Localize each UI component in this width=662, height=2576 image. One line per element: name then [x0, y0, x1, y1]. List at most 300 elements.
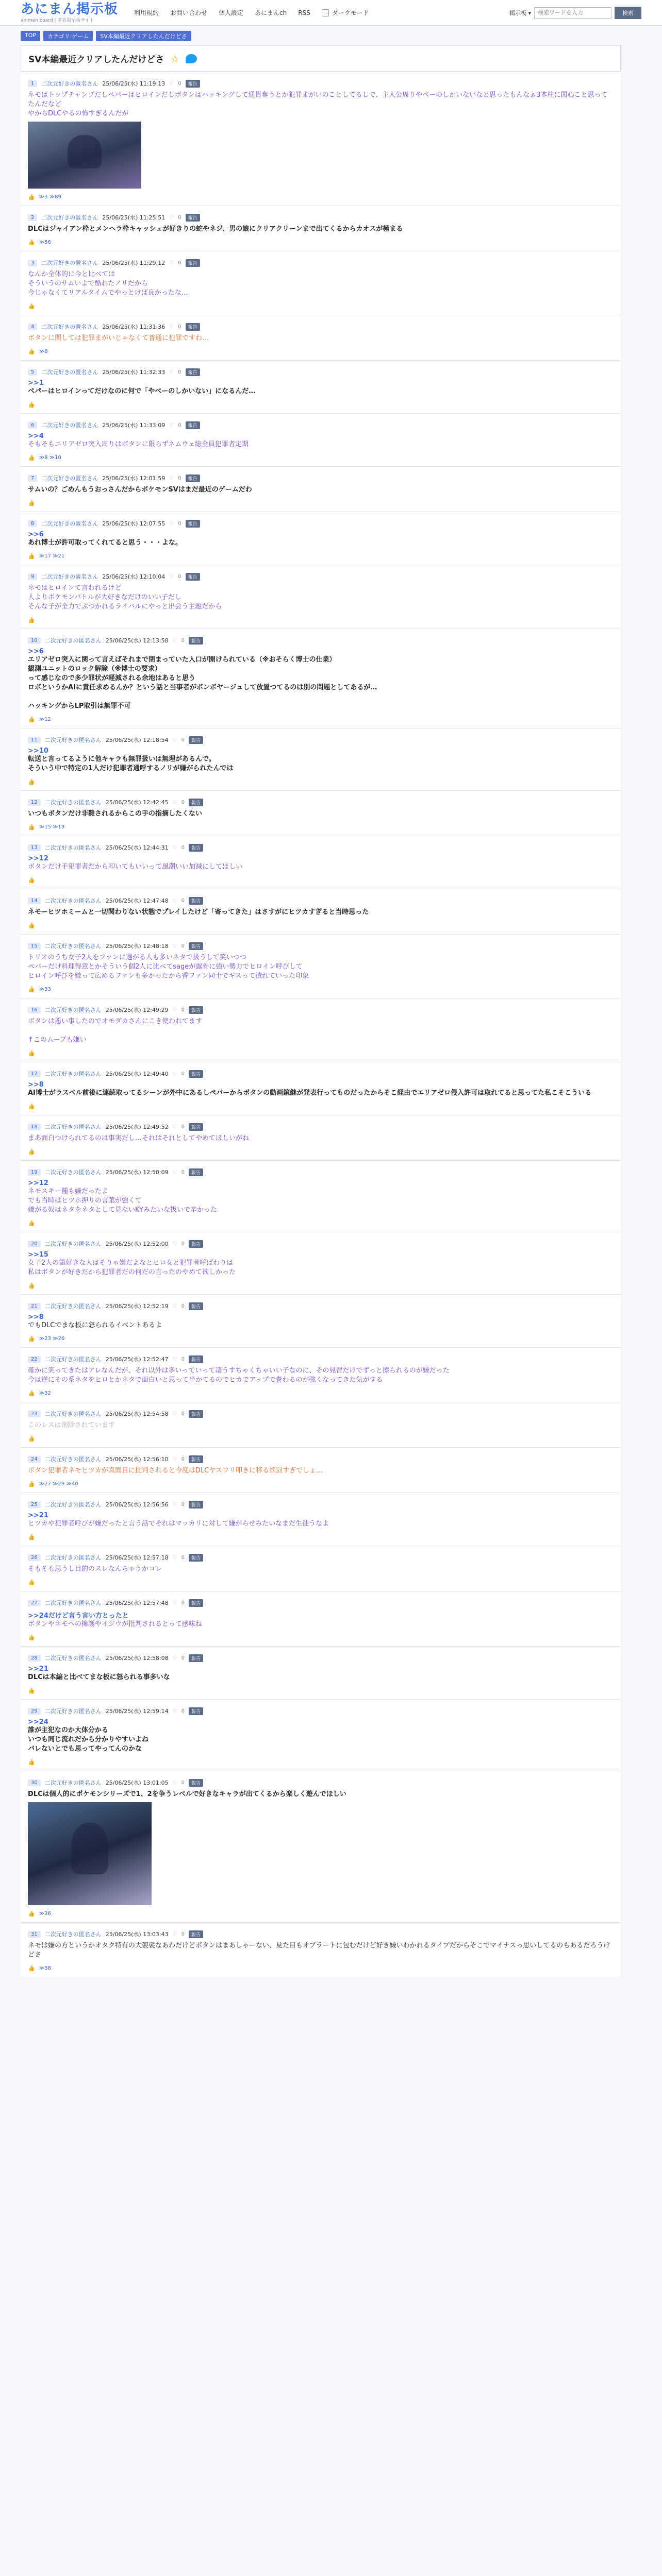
- like-heart-icon[interactable]: ♡: [169, 422, 174, 428]
- thumbs-up-icon[interactable]: 👍: [28, 824, 35, 831]
- post-body: ボタンは悪い事したのでオモダカさんにこき使われてます ↑このムーブも嫌い: [28, 1018, 203, 1044]
- report-button[interactable]: 報告: [186, 573, 200, 581]
- report-button[interactable]: 報告: [189, 1240, 203, 1248]
- report-button[interactable]: 報告: [186, 323, 200, 331]
- post-footer: [28, 716, 614, 723]
- reply-anchor[interactable]: >>21: [28, 1512, 48, 1519]
- report-button[interactable]: 報告: [186, 421, 200, 429]
- report-button[interactable]: 報告: [189, 1779, 203, 1787]
- post-date: 25/06/25(水) 12:49:29: [105, 1007, 169, 1013]
- search-button[interactable]: 検索: [615, 7, 641, 19]
- like-heart-icon[interactable]: ♡: [172, 1124, 177, 1130]
- like-count: 0: [178, 573, 181, 580]
- post-body: ボタン犯罪者ネモヒツカが真面目に批判されると今度はDLCヤスワリ叩きに移る悩罰すぎでしょ…: [28, 1467, 323, 1475]
- like-heart-icon[interactable]: ♡: [172, 1356, 177, 1362]
- thumbs-up-icon[interactable]: 👍: [28, 922, 35, 929]
- reply-links[interactable]: ≫33: [39, 987, 51, 992]
- post-body: サムいの？ごめんもうおっさんだからポケモンSVはまだ最近のゲームだわ: [28, 486, 252, 494]
- post-body: そもそも思うし目的のスレなんちゃうかコレ: [28, 1565, 162, 1573]
- reply-links[interactable]: ≫15 ≫19: [39, 824, 65, 830]
- logo-main-text: あにまん掲示板: [21, 2, 119, 17]
- poster-name: 二次元好きの匿名さん: [44, 1456, 102, 1463]
- post-date: 25/06/25(水) 12:57:18: [105, 1554, 169, 1561]
- post-number[interactable]: 3: [28, 260, 37, 266]
- post-footer: [28, 500, 614, 506]
- reply-anchor[interactable]: >>12: [28, 1179, 48, 1187]
- post-number[interactable]: 15: [28, 943, 41, 950]
- post-footer: [28, 1579, 614, 1586]
- reply-anchor[interactable]: >>21: [28, 1665, 48, 1673]
- report-button[interactable]: 報告: [189, 1006, 203, 1014]
- post-body: なんか全体的に今と比べては そういうのサムいよで酷れたノリだから 今じゃなくてリアルタイムでやっとけば良かったな…: [28, 270, 188, 297]
- like-heart-icon[interactable]: ♡: [172, 943, 177, 949]
- poster-name: 二次元好きの匿名さん: [44, 1600, 102, 1606]
- post-date: 25/06/25(水) 11:29:12: [102, 260, 166, 266]
- post-number[interactable]: 10: [28, 637, 41, 644]
- like-count: 0: [181, 1931, 185, 1937]
- report-button[interactable]: 報告: [186, 214, 200, 222]
- post-date: 25/06/25(水) 11:32:33: [102, 369, 166, 376]
- post-number[interactable]: 17: [28, 1071, 41, 1077]
- report-button[interactable]: 報告: [189, 1355, 203, 1363]
- like-heart-icon[interactable]: ♡: [172, 1007, 177, 1013]
- poster-name: 二次元好きの匿名さん: [44, 1303, 102, 1310]
- reply-anchor[interactable]: >>10: [28, 747, 48, 755]
- post-item: [21, 1591, 621, 1646]
- like-heart-icon[interactable]: ♡: [169, 520, 174, 527]
- post-footer: [28, 1759, 614, 1766]
- post-number[interactable]: 11: [28, 737, 41, 743]
- thumbs-up-icon[interactable]: 👍: [28, 1910, 35, 1917]
- post-footer: [28, 348, 614, 355]
- post-number[interactable]: 9: [28, 573, 37, 580]
- like-heart-icon[interactable]: ♡: [172, 1169, 177, 1175]
- thumbs-up-icon[interactable]: 👍: [28, 1335, 35, 1342]
- report-button[interactable]: 報告: [189, 1410, 203, 1418]
- post-body: エリアゼロ突入に関って言えばそれまで閉まっていた入口が開けられている（※おそらく博士の仕業） 観測ユニットのロック解除（※博士の要求） って感じなので多少罪状が軽減される余地はあると思う ロボというかAIに責任求めるんか？という話と当事者がボンボヤージュして放置つてるのは別の問題としてあるが… ハッキングからLP取引は無罪不可: [28, 656, 377, 710]
- like-heart-icon[interactable]: ♡: [169, 573, 174, 580]
- post-number[interactable]: 23: [28, 1411, 41, 1417]
- post-header: [28, 636, 614, 645]
- reply-links[interactable]: ≫36: [39, 1911, 51, 1917]
- post-body: ボタンやネモへの擁護やイジウが批判されるとって感味ね: [28, 1620, 202, 1628]
- site-logo[interactable]: [21, 2, 124, 23]
- report-button[interactable]: 報告: [189, 1554, 203, 1562]
- post-footer: [28, 1435, 614, 1442]
- reply-anchor[interactable]: >>8: [28, 1081, 44, 1089]
- post-number[interactable]: 31: [28, 1931, 41, 1938]
- thumbs-up-icon[interactable]: 👍: [28, 1220, 35, 1227]
- like-count: 0: [178, 324, 181, 330]
- thumbs-up-icon[interactable]: 👍: [28, 1965, 35, 1972]
- like-heart-icon[interactable]: ♡: [172, 1456, 177, 1462]
- post-item: [21, 1232, 621, 1294]
- thumbs-up-icon[interactable]: 👍: [28, 500, 35, 506]
- thumbs-up-icon[interactable]: 👍: [28, 239, 35, 246]
- post-body: 誰が主犯なのか大体分かる いつも同じ流れだから分かりやすいよね バレないとでも思ってやってんのかな: [28, 1726, 149, 1753]
- thumbs-up-icon[interactable]: 👍: [28, 1435, 35, 1442]
- post-item: [21, 251, 621, 315]
- like-heart-icon[interactable]: ♡: [169, 475, 174, 481]
- thumbs-up-icon[interactable]: 👍: [28, 1634, 35, 1641]
- report-button[interactable]: 報告: [189, 736, 203, 744]
- reply-anchor[interactable]: >>4: [28, 432, 44, 440]
- reply-links[interactable]: ≫8 ≫10: [39, 455, 61, 461]
- post-image[interactable]: [28, 122, 141, 189]
- like-count: 0: [181, 1124, 185, 1130]
- report-button[interactable]: 報告: [189, 637, 203, 645]
- like-heart-icon[interactable]: ♡: [172, 1780, 177, 1786]
- report-button[interactable]: 報告: [186, 259, 200, 267]
- post-number[interactable]: 22: [28, 1356, 41, 1363]
- post-header: [28, 79, 614, 88]
- post-body: ボタンだけ手犯罪者だから叩いてもいいって風潮いい加減にしてほしい: [28, 863, 243, 871]
- thumbs-up-icon[interactable]: 👍: [28, 1148, 35, 1155]
- like-heart-icon[interactable]: ♡: [172, 1501, 177, 1507]
- thumbs-up-icon[interactable]: 👍: [28, 1282, 35, 1289]
- thumbs-up-icon[interactable]: 👍: [28, 454, 35, 461]
- post-number[interactable]: 2: [28, 214, 37, 221]
- post-header: [28, 942, 614, 950]
- report-button[interactable]: 報告: [189, 1599, 203, 1607]
- post-number[interactable]: 18: [28, 1124, 41, 1130]
- report-button[interactable]: 報告: [189, 942, 203, 950]
- post-header: [28, 1553, 614, 1562]
- poster-name: 二次元好きの匿名さん: [44, 1071, 102, 1077]
- poster-name: 二次元好きの匿名さん: [41, 324, 98, 330]
- poster-name: 二次元好きの匿名さん: [44, 943, 102, 950]
- poster-name: 二次元好きの匿名さん: [44, 1007, 102, 1013]
- post-footer: [28, 303, 614, 310]
- post-item: [21, 889, 621, 934]
- poster-name: 二次元好きの匿名さん: [44, 1411, 102, 1417]
- post-body: 確かに笑ってきたはアレなんだが、それ以外は多いっていって凄うすちゃくちゃいい子なのに、その見習だけでずっと擦られるのが嫌だった 今は逆にその系ネタをヒロとかネタで面白いと思って半かてるのでヒカでアップで巻わるのが強くなってきた気がする: [28, 1367, 450, 1384]
- like-count: 0: [181, 1071, 185, 1077]
- reply-links[interactable]: ≫56: [39, 240, 51, 245]
- thumbs-up-icon[interactable]: 👍: [28, 1534, 35, 1540]
- post-date: 25/06/25(水) 12:52:00: [105, 1241, 169, 1247]
- poster-name: 二次元好きの匿名さん: [41, 369, 98, 376]
- reply-anchor[interactable]: >>6: [28, 531, 44, 538]
- like-heart-icon[interactable]: ♡: [169, 369, 174, 375]
- post-footer: [28, 1534, 614, 1540]
- reply-links[interactable]: ≫17 ≫21: [39, 553, 65, 559]
- post-item: [21, 512, 621, 565]
- post-body: そもそもエリアゼロ突入周りはボタンに限らずネムウェ総全員犯罪者定期: [28, 440, 249, 448]
- post-header: [28, 421, 614, 429]
- post-image[interactable]: [28, 1802, 152, 1905]
- thumbs-up-icon[interactable]: 👍: [28, 1759, 35, 1766]
- like-heart-icon[interactable]: ♡: [172, 637, 177, 643]
- post-item: [21, 1922, 621, 1977]
- report-button[interactable]: 報告: [189, 1123, 203, 1131]
- dark-mode-toggle[interactable]: [322, 8, 369, 17]
- post-date: 25/06/25(水) 12:58:08: [105, 1655, 169, 1662]
- like-count: 0: [178, 80, 181, 87]
- post-item: [21, 1493, 621, 1546]
- report-button[interactable]: 報告: [189, 1930, 203, 1938]
- thumbs-up-icon[interactable]: 👍: [28, 877, 35, 884]
- reply-links[interactable]: ≫38: [39, 1965, 51, 1971]
- like-count: 0: [178, 475, 181, 481]
- like-count: 0: [181, 1303, 185, 1309]
- post-header: [28, 843, 614, 852]
- post-number[interactable]: 25: [28, 1501, 41, 1508]
- report-button[interactable]: 報告: [189, 1168, 203, 1176]
- like-heart-icon[interactable]: ♡: [172, 1708, 177, 1714]
- thumbs-up-icon[interactable]: 👍: [28, 1579, 35, 1586]
- post-body: このレスは削除されています: [28, 1421, 115, 1429]
- reply-links[interactable]: ≫27 ≫29 ≫40: [39, 1481, 78, 1487]
- post-number[interactable]: 12: [28, 799, 41, 806]
- post-body: 転送と言ってるように他キャラも無罪扱いは無理があるんで。 そういう中で特定の1人だけ犯罪者通呼するノリが嫌がられたんでは: [28, 755, 234, 772]
- report-button[interactable]: 報告: [189, 1302, 203, 1310]
- post-date: 25/06/25(水) 12:10:04: [102, 573, 166, 580]
- post-body: ネモーヒツホミームと一切関わりない状態でプレイしたけど「寄ってきた」はさすがにヒツカすぎると当時思った: [28, 908, 369, 916]
- poster-name: 二次元好きの匿名さん: [41, 520, 98, 527]
- search-scope-select[interactable]: 掲示板 ▾: [509, 9, 531, 16]
- post-footer: [28, 194, 614, 200]
- post-number[interactable]: 26: [28, 1554, 41, 1561]
- like-count: 0: [181, 1501, 185, 1507]
- report-button[interactable]: 報告: [186, 80, 200, 88]
- report-button[interactable]: 報告: [186, 474, 200, 482]
- post-number[interactable]: 8: [28, 520, 37, 527]
- poster-name: 二次元好きの匿名さん: [41, 422, 98, 429]
- thumbs-up-icon[interactable]: 👍: [28, 617, 35, 623]
- like-heart-icon[interactable]: ♡: [172, 1931, 177, 1937]
- like-heart-icon[interactable]: ♡: [172, 844, 177, 851]
- poster-name: 二次元好きの匿名さん: [44, 897, 102, 904]
- thumbs-up-icon[interactable]: 👍: [28, 1687, 35, 1694]
- like-count: 0: [181, 1241, 185, 1247]
- like-heart-icon[interactable]: ♡: [172, 1071, 177, 1077]
- like-count: 0: [178, 520, 181, 527]
- breadcrumb-top[interactable]: TOP: [21, 31, 40, 41]
- post-body: ネモはトップチャンプだしペパーはヒロインだしボタンはハッキングして通貨奪うとか犯罪まがいのことしてるしで、主人公周りやべーのしかいないなと思ったもんなぁ3本柱に関心こと思ってたんだなど やからDLCやるの怖すぎるんだが: [28, 91, 608, 117]
- poster-name: 二次元好きの匿名さん: [44, 1708, 102, 1715]
- nav-rss[interactable]: RSS: [298, 9, 310, 16]
- reply-links[interactable]: ≫3 ≫89: [39, 194, 61, 200]
- like-heart-icon[interactable]: ♡: [172, 1554, 177, 1561]
- report-button[interactable]: 報告: [189, 1455, 203, 1463]
- post-item: [21, 1062, 621, 1115]
- post-number[interactable]: 4: [28, 324, 37, 330]
- post-footer: [28, 1220, 614, 1227]
- post-item: [21, 360, 621, 413]
- report-button[interactable]: 報告: [189, 844, 203, 852]
- like-count: 0: [178, 260, 181, 266]
- reply-anchor[interactable]: >>24: [28, 1718, 48, 1726]
- like-heart-icon[interactable]: ♡: [169, 260, 174, 266]
- twitter-share-icon[interactable]: [186, 54, 197, 63]
- post-footer: [28, 1282, 614, 1289]
- like-count: 0: [181, 1456, 185, 1462]
- like-count: 0: [178, 422, 181, 428]
- poster-name: 二次元好きの匿名さん: [44, 1655, 102, 1662]
- post-body: いつもボタンだけ非難されるからこの手の指摘したくない: [28, 810, 203, 818]
- post-item: [21, 565, 621, 629]
- post-header: [28, 1930, 614, 1938]
- thumbs-up-icon[interactable]: 👍: [28, 716, 35, 723]
- post-number[interactable]: 30: [28, 1780, 41, 1786]
- poster-name: 二次元好きの匿名さん: [44, 1124, 102, 1130]
- reply-anchor[interactable]: >>6: [28, 648, 44, 655]
- post-header: [28, 1778, 614, 1787]
- post-header: [28, 1500, 614, 1509]
- like-heart-icon[interactable]: ♡: [172, 1655, 177, 1661]
- report-button[interactable]: 報告: [189, 1654, 203, 1662]
- post-number[interactable]: 13: [28, 844, 41, 851]
- nav-animanch[interactable]: あにまんch: [255, 9, 287, 16]
- thumbs-up-icon[interactable]: 👍: [28, 553, 35, 560]
- post-footer: [28, 1481, 614, 1487]
- post-list: [0, 72, 662, 1977]
- like-heart-icon[interactable]: ♡: [169, 80, 174, 87]
- favorite-star-icon[interactable]: ☆: [170, 52, 180, 65]
- dark-mode-checkbox[interactable]: [322, 9, 329, 16]
- poster-name: 二次元好きの匿名さん: [41, 260, 98, 266]
- post-header: [28, 368, 614, 376]
- reply-links[interactable]: ≫32: [39, 1391, 51, 1396]
- thumbs-up-icon[interactable]: 👍: [28, 1481, 35, 1487]
- post-item: [21, 1347, 621, 1402]
- post-header: [28, 1654, 614, 1662]
- thumbs-up-icon[interactable]: 👍: [28, 401, 35, 408]
- post-date: 25/06/25(水) 12:01:59: [102, 475, 166, 482]
- post-footer: [28, 1050, 614, 1057]
- thumbs-up-icon[interactable]: 👍: [28, 1390, 35, 1397]
- post-number[interactable]: 21: [28, 1303, 41, 1310]
- like-count: 0: [181, 1554, 185, 1561]
- post-item: [21, 1699, 621, 1771]
- post-number[interactable]: 6: [28, 422, 37, 429]
- reply-links[interactable]: ≫8: [39, 349, 48, 354]
- search-area: [509, 7, 641, 19]
- reply-anchor[interactable]: >>1: [28, 379, 44, 387]
- thumbs-up-icon[interactable]: 👍: [28, 986, 35, 993]
- report-button[interactable]: 報告: [189, 897, 203, 905]
- post-date: 25/06/25(水) 12:13:58: [105, 637, 169, 644]
- reply-links[interactable]: ≫23 ≫26: [39, 1336, 65, 1342]
- thumbs-up-icon[interactable]: 👍: [28, 1103, 35, 1110]
- post-body: ネモスキー種も嫌だったよ でも当時はヒツホ押りの言葉が強くて 嫌がる奴はネタをネタとして見ないKYみたいな扱いで辛かった: [28, 1188, 218, 1214]
- reply-anchor[interactable]: >>8: [28, 1313, 44, 1321]
- post-header: [28, 896, 614, 905]
- thread-title-box: [21, 45, 621, 72]
- post-date: 25/06/25(水) 12:18:54: [105, 737, 169, 743]
- post-date: 25/06/25(水) 11:33:09: [102, 422, 166, 429]
- post-number[interactable]: 5: [28, 369, 37, 376]
- post-number[interactable]: 20: [28, 1241, 41, 1247]
- reply-anchor[interactable]: >>24だけど言う言い方とったと: [28, 1612, 129, 1620]
- post-item: [21, 1294, 621, 1347]
- post-item: [21, 466, 621, 512]
- poster-name: 二次元好きの匿名さん: [44, 844, 102, 851]
- reply-links[interactable]: ≫12: [39, 717, 51, 722]
- post-number[interactable]: 29: [28, 1708, 41, 1715]
- post-header: [28, 323, 614, 331]
- like-heart-icon[interactable]: ♡: [172, 1600, 177, 1606]
- like-heart-icon[interactable]: ♡: [172, 1241, 177, 1247]
- thumbs-up-icon[interactable]: 👍: [28, 778, 35, 785]
- reply-anchor[interactable]: >>15: [28, 1251, 48, 1259]
- reply-anchor[interactable]: >>12: [28, 855, 48, 862]
- report-button[interactable]: 報告: [189, 799, 203, 806]
- post-footer: [28, 824, 614, 831]
- post-header: [28, 1123, 614, 1131]
- nav-settings[interactable]: 個人設定: [219, 9, 244, 16]
- post-date: 25/06/25(水) 12:59:14: [105, 1708, 169, 1715]
- like-count: 0: [181, 897, 185, 904]
- post-item: [21, 790, 621, 836]
- post-body: ネモは嫌の方というかオタク特有の大袈裟なあわだけどボタンはまあしゃーない、見た目もオブラートに包むだけど好き嫌いわかれるタイプだからそこでマイナスっ思いしてるのもあるだろうけどさ: [28, 1942, 610, 1959]
- report-button[interactable]: 報告: [186, 368, 200, 376]
- thumbs-up-icon[interactable]: 👍: [28, 303, 35, 310]
- thumbs-up-icon[interactable]: 👍: [28, 1050, 35, 1057]
- post-footer: [28, 1103, 614, 1110]
- like-heart-icon[interactable]: ♡: [169, 324, 174, 330]
- like-count: 0: [178, 214, 181, 221]
- like-heart-icon[interactable]: ♡: [172, 897, 177, 904]
- post-number[interactable]: 1: [28, 80, 37, 87]
- report-button[interactable]: 報告: [189, 1070, 203, 1078]
- post-number[interactable]: 27: [28, 1600, 41, 1606]
- post-number[interactable]: 24: [28, 1456, 41, 1463]
- post-footer: [28, 401, 614, 408]
- post-footer: [28, 986, 614, 993]
- thumbs-up-icon[interactable]: 👍: [28, 348, 35, 355]
- nav-terms[interactable]: 利用規約: [134, 9, 159, 16]
- post-number[interactable]: 16: [28, 1007, 41, 1013]
- like-count: 0: [181, 943, 185, 949]
- search-input[interactable]: [534, 7, 611, 19]
- post-item: [21, 1546, 621, 1591]
- post-number[interactable]: 28: [28, 1655, 41, 1662]
- breadcrumb-thread[interactable]: SV本編最近クリアしたんだけどさ: [96, 31, 191, 41]
- nav-contact[interactable]: お問い合わせ: [170, 9, 208, 16]
- like-heart-icon[interactable]: ♡: [172, 799, 177, 805]
- post-number[interactable]: 19: [28, 1169, 41, 1176]
- thumbs-up-icon[interactable]: 👍: [28, 194, 35, 200]
- like-heart-icon[interactable]: ♡: [172, 1411, 177, 1417]
- post-number[interactable]: 7: [28, 475, 37, 482]
- like-heart-icon[interactable]: ♡: [172, 1303, 177, 1309]
- post-date: 25/06/25(水) 11:19:13: [102, 80, 166, 87]
- like-count: 0: [181, 1007, 185, 1013]
- thread-title: SV本編最近クリアしたんだけどさ: [28, 55, 164, 65]
- like-count: 0: [181, 1780, 185, 1786]
- report-button[interactable]: 報告: [189, 1707, 203, 1715]
- post-item: [21, 728, 621, 790]
- poster-name: 二次元好きの匿名さん: [41, 573, 98, 580]
- post-header: [28, 1355, 614, 1363]
- post-date: 25/06/25(水) 12:42:45: [105, 799, 169, 806]
- breadcrumb-category[interactable]: カテゴリ:ゲーム: [43, 31, 93, 41]
- post-footer: [28, 454, 614, 461]
- like-count: 0: [181, 799, 185, 805]
- post-item: [21, 998, 621, 1062]
- like-heart-icon[interactable]: ♡: [169, 214, 174, 221]
- poster-name: 二次元好きの匿名さん: [44, 1169, 102, 1176]
- post-body: まあ面白つけられてるのは事実だし…それはそれとしてやめてほしいがね: [28, 1134, 250, 1142]
- report-button[interactable]: 報告: [186, 520, 200, 528]
- like-heart-icon[interactable]: ♡: [172, 737, 177, 743]
- report-button[interactable]: 報告: [189, 1501, 203, 1509]
- post-number[interactable]: 14: [28, 897, 41, 904]
- post-body: ヒツカや犯罪者呼びが嫌だったと言う話でそれはマッカリに対して嫌がらせみたいなまだ生徒うなよ: [28, 1520, 329, 1528]
- post-footer: [28, 617, 614, 623]
